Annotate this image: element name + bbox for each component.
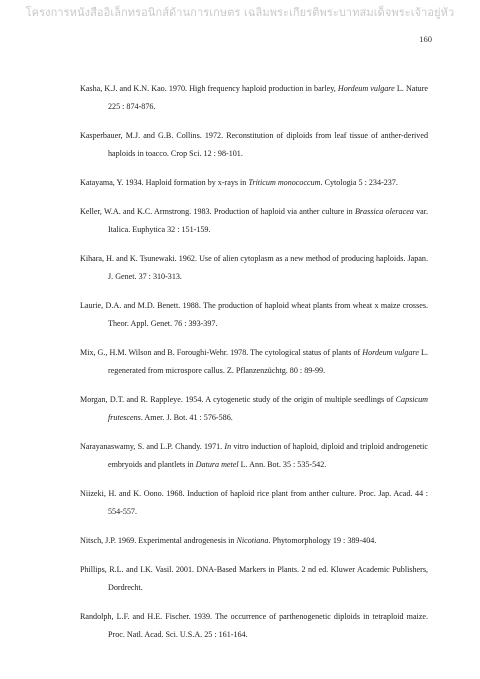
reference-text: vitro induction of haploid, diploid and triploid androgenetic embryoids and plantlets in <box>108 442 429 469</box>
reference-entry <box>80 250 428 286</box>
reference-text: . Cytologia 5 : 234-237. <box>320 178 398 187</box>
reference-text: L. Nature 225 : 874-876. <box>108 84 428 111</box>
reference-entry <box>80 532 428 550</box>
reference-text: Niizeki, H. and K. Oono. 1968. Induction of haploid rice plant from anther culture. Proc. Jap. Acad. 44 : 554-557. <box>80 489 428 516</box>
reference-entry <box>80 344 428 380</box>
reference-text: Kihara, H. and K. Tsunewaki. 1962. Use of alien cytoplasm as a new method of producing haploids. Japan. J. Genet. 37 : 310-313. <box>80 254 428 281</box>
reference-text: Katayama, Y. 1934. Haploid formation by x-rays in <box>80 178 249 187</box>
reference-italic-text: Capsicum frutescens <box>108 395 428 422</box>
reference-list <box>80 80 428 655</box>
reference-entry <box>80 127 428 163</box>
reference-text: Nitsch, J.P. 1969. Experimental androgenesis in <box>80 536 237 545</box>
reference-italic-text: Hordeum vulgare <box>337 84 395 93</box>
reference-italic-text: In <box>224 442 232 451</box>
reference-entry <box>80 174 428 192</box>
reference-text: Keller, W.A. and K.C. Armstrong. 1983. Production of haploid via anther culture in <box>80 207 355 216</box>
reference-text: L. Ann. Bot. 35 : 535-542. <box>238 460 327 469</box>
reference-italic-text: Brassica oleracea <box>354 207 414 216</box>
reference-italic-text: Nicotiana <box>236 536 269 545</box>
reference-entry <box>80 608 428 644</box>
reference-entry <box>80 80 428 116</box>
watermark-header: โครงการหนังสืออิเล็กทรอนิกส์ด้านการเกษตร เฉลิมพระเกียรติพระบาทสมเด็จพระเจ้าอยู่หัว <box>25 6 455 19</box>
reference-text: Mix, G., H.M. Wilson and B. Foroughi-Wehr. 1978. The cytological status of plants of <box>80 348 363 357</box>
reference-text: L. regenerated from microspore callus. Z. Pflanzenzüchtg. 80 : 89-99. <box>108 348 428 375</box>
reference-text: Phillips, R.L. and I.K. Vasil. 2001. DNA-Based Markers in Plants. 2 nd ed. Kluwer Academic Publishers, Dordrecht. <box>80 565 428 592</box>
reference-text: Morgan, D.T. and R. Rappleye. 1954. A cytogenetic study of the origin of multiple seedlings of <box>80 395 396 404</box>
reference-italic-text: Hordeum vulgare <box>362 348 419 357</box>
reference-entry <box>80 561 428 597</box>
reference-entry <box>80 438 428 474</box>
reference-text: Narayanaswamy, S. and L.P. Chandy. 1971. <box>80 442 225 451</box>
reference-text: var. Italica. Euphytica 32 : 151-159. <box>108 207 428 234</box>
reference-italic-text: Triticum monococcum <box>248 178 321 187</box>
page-number: 160 <box>419 34 432 44</box>
reference-text: Kasha, K.J. and K.N. Kao. 1970. High frequency haploid production in barley, <box>80 84 338 93</box>
reference-entry <box>80 297 428 333</box>
reference-text: Laurie, D.A. and M.D. Benett. 1988. The production of haploid wheat plants from wheat x maize crosses. Theor. Appl. Genet. 76 : 393-397. <box>80 301 428 328</box>
reference-text: . Phytomorphology 19 : 389-404. <box>268 536 377 545</box>
reference-italic-text: Datura metel <box>195 460 239 469</box>
reference-text: Randolph, L.F. and H.E. Fischer. 1939. The occurrence of parthenogenetic diploids in tetraploid maize. Proc. Natl. Acad. Sci. U.S.A. 25 : 161-164. <box>80 612 428 639</box>
reference-entry <box>80 391 428 427</box>
reference-text: . Amer. J. Bot. 41 : 576-586. <box>140 413 233 422</box>
reference-text: Kasperbauer, M.J. and G.B. Collins. 1972. Reconstitution of diploids from leaf tissue of anther-derived haploids in toacco. Crop Sci. 12 : 98-101. <box>80 131 428 158</box>
reference-entry <box>80 203 428 239</box>
reference-entry <box>80 485 428 521</box>
